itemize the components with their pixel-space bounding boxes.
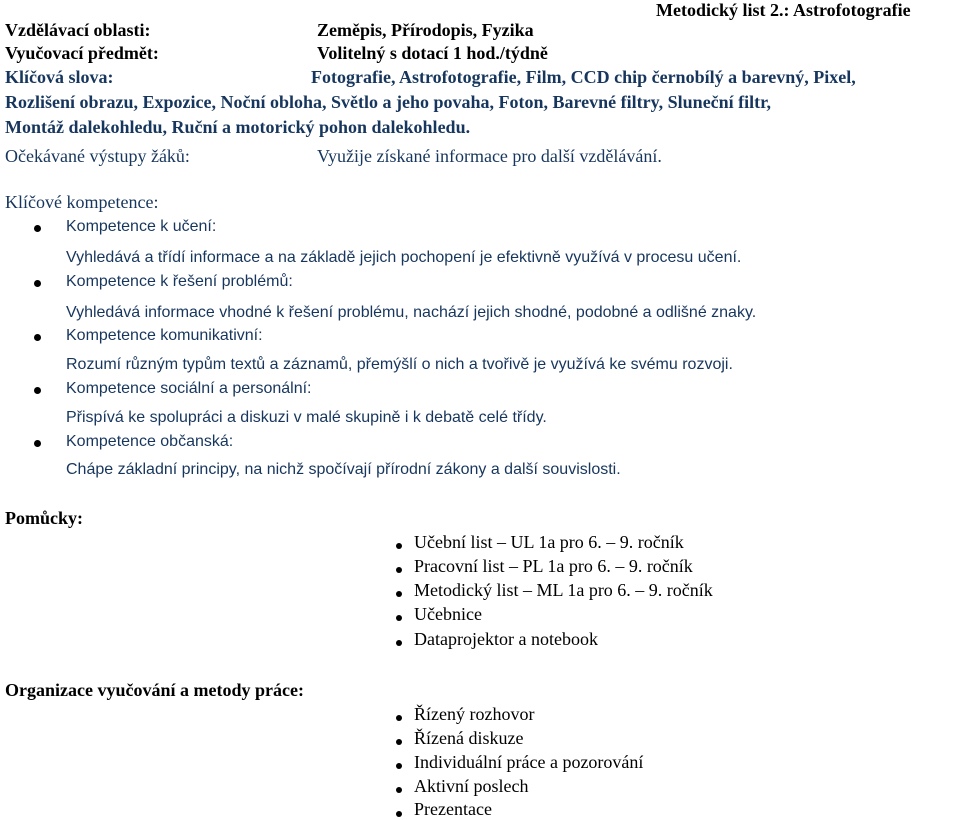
outcomes-label: Očekávané výstupy žáků: <box>5 146 190 166</box>
methods-label: Organizace vyučování a metody práce: <box>5 680 304 700</box>
competence-name: Kompetence k učení: <box>66 218 217 235</box>
competence-name: Kompetence občanská: <box>66 433 234 450</box>
keywords-line-2: Rozlišení obrazu, Expozice, Noční obloha, Světlo a jeho povaha, Foton, Barevné filtry, Sluneční filtr, <box>5 92 772 112</box>
list-item: Aktivní poslech <box>414 776 529 796</box>
competence-name: Kompetence sociální a personální: <box>66 380 312 397</box>
bullet-icon <box>34 280 41 287</box>
list-item: Prezentace <box>414 799 492 819</box>
competences-title: Klíčové kompetence: <box>5 192 159 212</box>
bullet-icon <box>396 591 402 597</box>
area-value: Zeměpis, Přírodopis, Fyzika <box>317 20 534 40</box>
bullet-icon <box>34 225 41 232</box>
list-item: Řízená diskuze <box>414 728 524 748</box>
bullet-icon <box>34 440 41 447</box>
competence-desc: Chápe základní principy, na nichž spočívají přírodní zákony a další souvislosti. <box>66 461 621 478</box>
bullet-icon <box>34 387 41 394</box>
bullet-icon <box>396 811 402 817</box>
bullet-icon <box>34 334 41 341</box>
competence-desc: Přispívá ke spolupráci a diskuzi v malé skupině i k debatě celé třídy. <box>66 409 547 426</box>
list-item: Učebnice <box>414 604 482 624</box>
subject-value: Volitelný s dotací 1 hod./týdně <box>317 43 548 63</box>
bullet-icon <box>396 543 402 549</box>
list-item: Řízený rozhovor <box>414 704 535 724</box>
keywords-line-1: Fotografie, Astrofotografie, Film, CCD chip černobílý a barevný, Pixel, <box>311 67 856 87</box>
subject-label: Vyučovací předmět: <box>5 43 159 63</box>
list-item: Učební list – UL 1a pro 6. – 9. ročník <box>414 532 684 552</box>
outcomes-value: Využije získané informace pro další vzdělávání. <box>317 146 662 166</box>
bullet-icon <box>396 640 402 646</box>
bullet-icon <box>396 763 402 769</box>
bullet-icon <box>396 787 402 793</box>
list-item: Dataprojektor a notebook <box>414 629 598 649</box>
area-label: Vzdělávací oblasti: <box>5 20 151 40</box>
competence-name: Kompetence komunikativní: <box>66 327 263 344</box>
sheet-title: Metodický list 2.: Astrofotografie <box>656 0 911 20</box>
bullet-icon <box>396 739 402 745</box>
bullet-icon <box>396 715 402 721</box>
competence-desc: Vyhledává informace vhodné k řešení problému, nachází jejich shodné, podobné a odlišné znaky. <box>66 304 757 321</box>
bullet-icon <box>396 567 402 573</box>
tools-label: Pomůcky: <box>5 508 83 528</box>
competence-desc: Rozumí různým typům textů a záznamů, přemýšlí o nich a tvořivě je využívá ke svému rozvoji. <box>66 356 733 373</box>
list-item: Individuální práce a pozorování <box>414 752 644 772</box>
competence-name: Kompetence k řešení problémů: <box>66 273 293 290</box>
bullet-icon <box>396 615 402 621</box>
list-item: Metodický list – ML 1a pro 6. – 9. ročník <box>414 580 713 600</box>
keywords-line-3: Montáž dalekohledu, Ruční a motorický pohon dalekohledu. <box>5 117 471 137</box>
list-item: Pracovní list – PL 1a pro 6. – 9. ročník <box>414 556 693 576</box>
keywords-label: Klíčová slova: <box>5 67 114 87</box>
competence-desc: Vyhledává a třídí informace a na základě jejich pochopení je efektivně využívá v procesu učení. <box>66 249 742 266</box>
